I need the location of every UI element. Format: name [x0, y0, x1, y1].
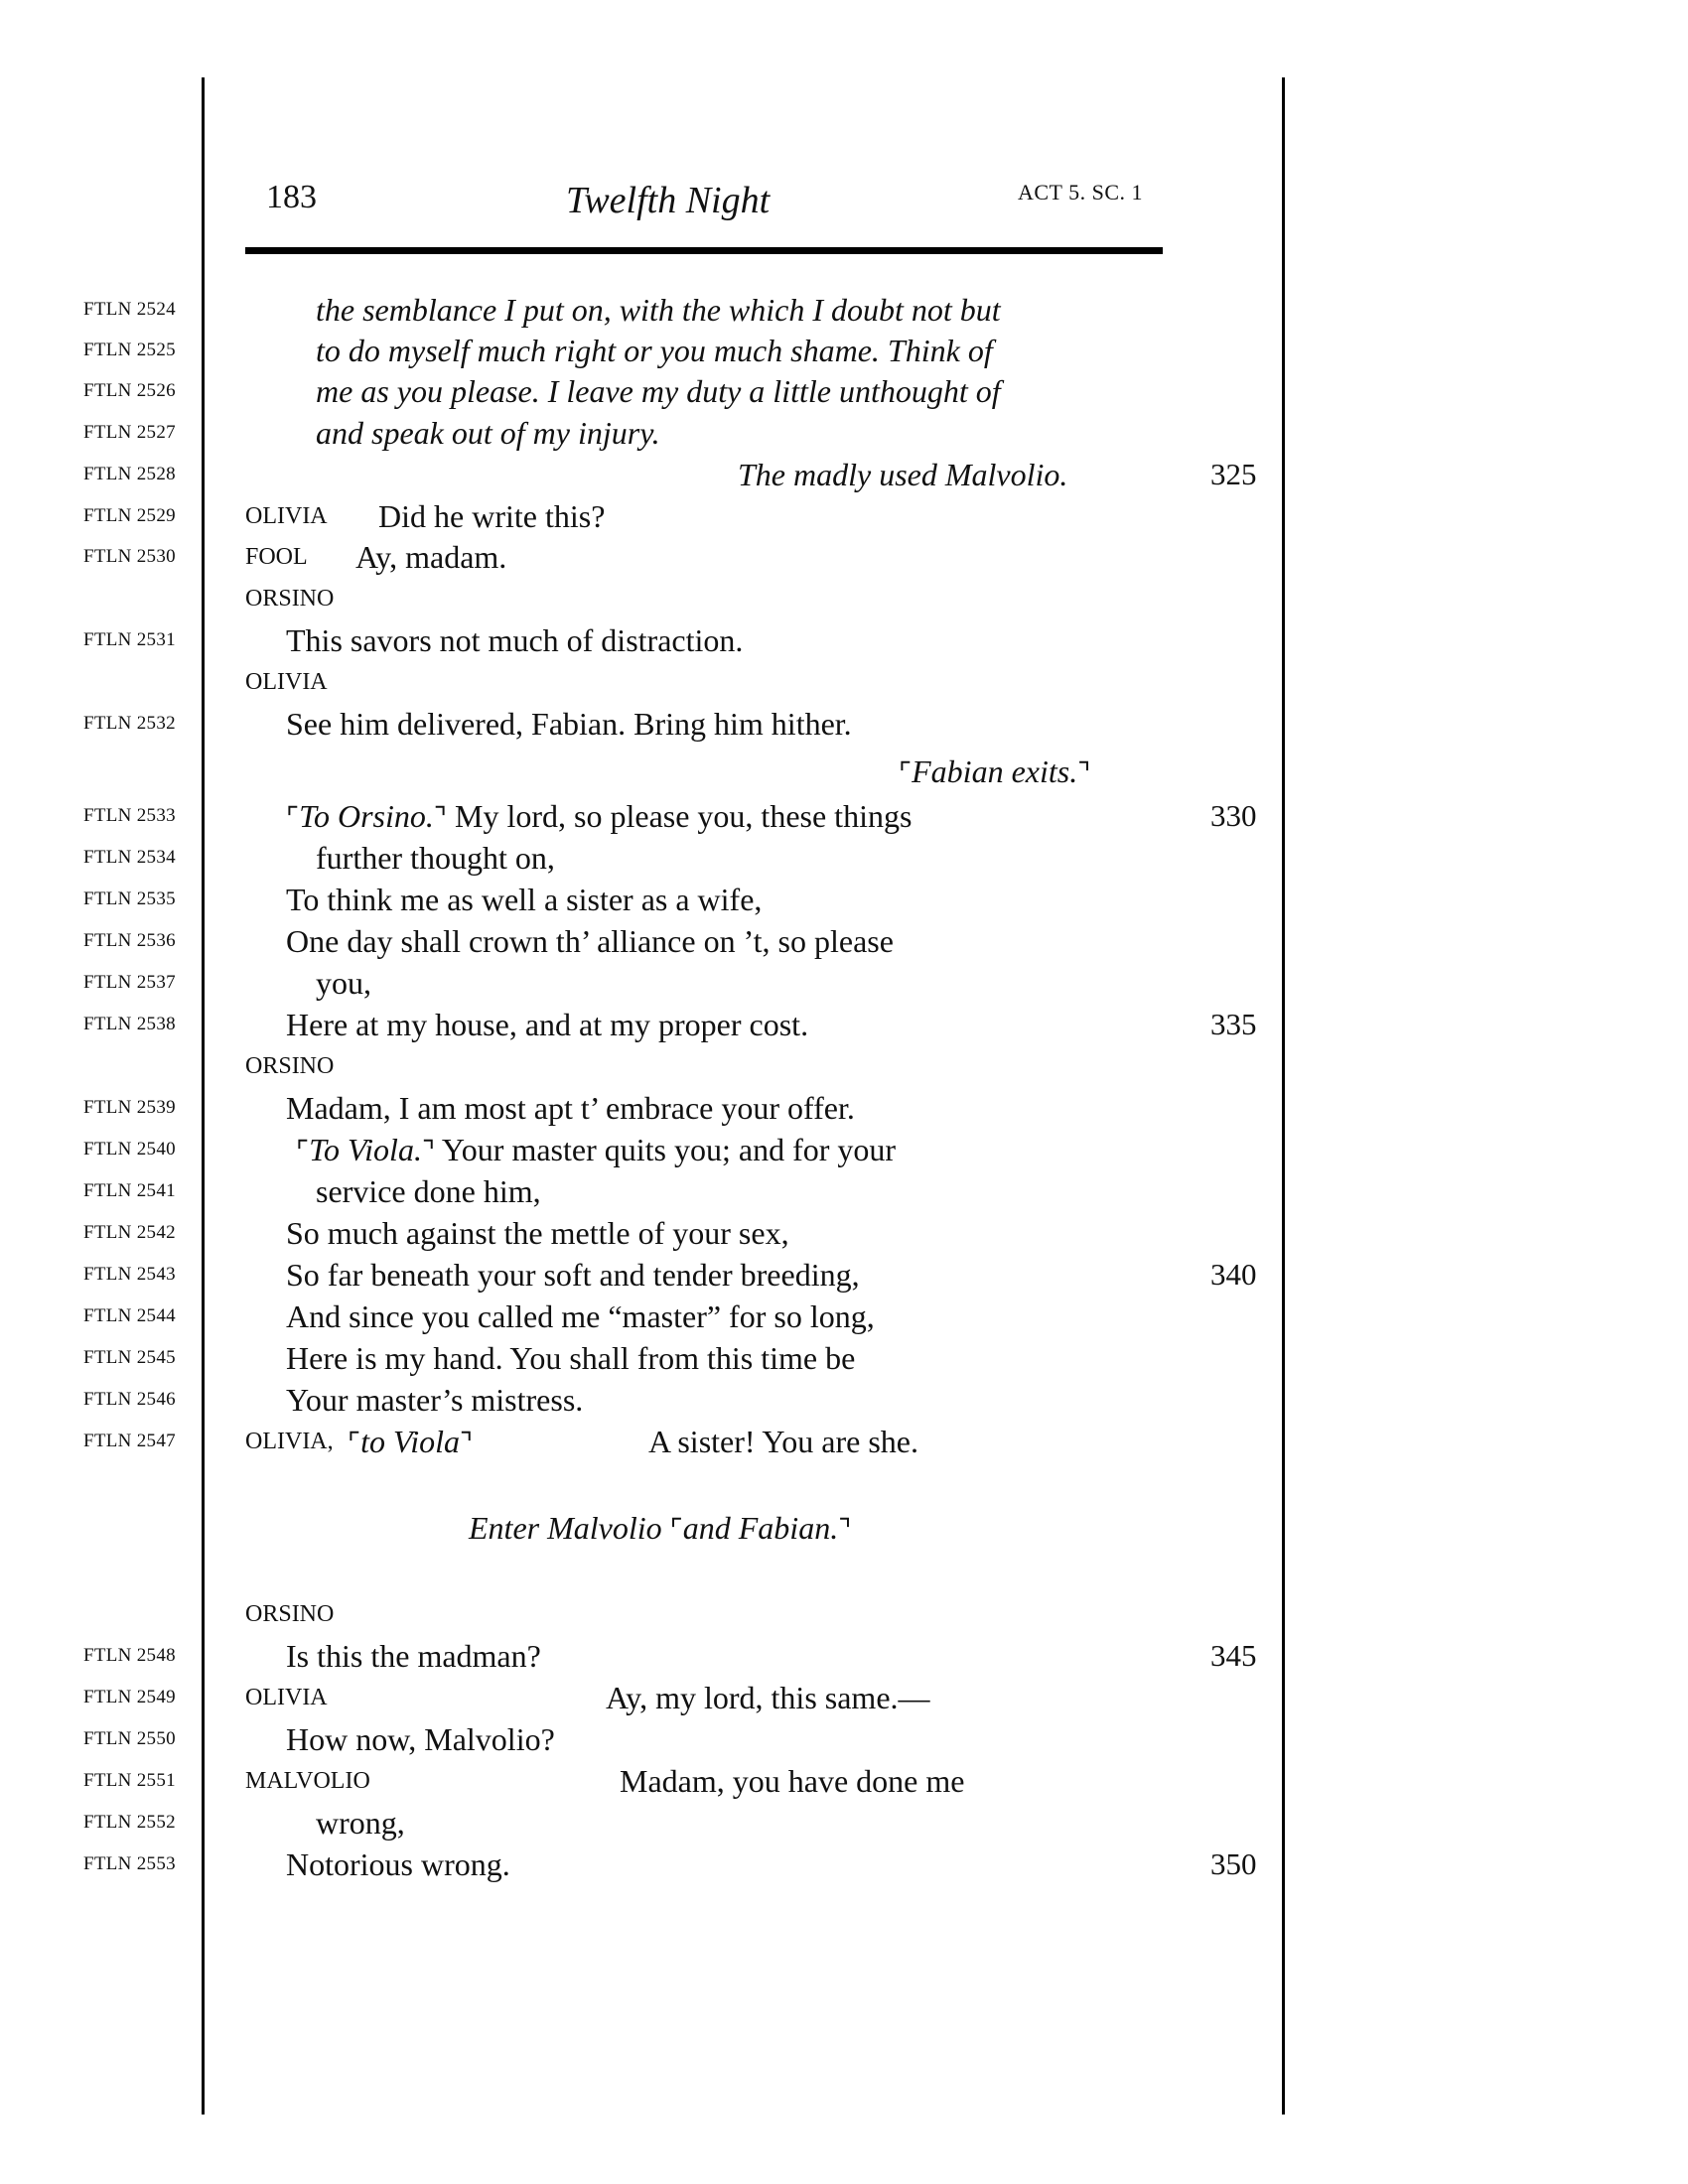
header-rule	[245, 247, 1163, 254]
speaker-line	[0, 661, 1688, 703]
bracket-close: ⌝	[421, 1137, 436, 1167]
text-line	[0, 1129, 1688, 1170]
letter-signature: The madly used Malvolio.	[738, 457, 1068, 492]
text-line	[0, 795, 1688, 837]
verse-text: Here at my house, and at my proper cost.	[286, 1007, 809, 1042]
speaker-line	[0, 1045, 1688, 1087]
ftln-label: FTLN 2551	[83, 1770, 176, 1791]
stage-direction	[469, 1507, 851, 1552]
ftln-label: FTLN 2547	[83, 1431, 176, 1451]
text-line	[0, 1087, 1688, 1129]
verse-text: service done him,	[316, 1173, 541, 1209]
speaker-direction	[348, 1421, 473, 1465]
text-line	[0, 1004, 1688, 1045]
verse-text: To think me as well a sister as a wife,	[286, 882, 763, 917]
text-line	[0, 837, 1688, 879]
verse-text: Is this the madman?	[286, 1638, 541, 1674]
text-line	[0, 920, 1688, 962]
text-line	[0, 1760, 1688, 1802]
verse-text: So far beneath your soft and tender breeding,	[286, 1257, 860, 1293]
stage-direction-line	[0, 751, 1688, 792]
text-line	[0, 536, 1688, 578]
letter-text: to do myself much right or you much shame. Think of	[316, 333, 993, 368]
text-line	[0, 1677, 1688, 1718]
entrance-direction: Enter Malvolio	[469, 1510, 662, 1546]
line-number: 340	[1210, 1257, 1257, 1292]
verse-text: Here is my hand. You shall from this time be	[286, 1340, 856, 1376]
inline-direction: To Viola.	[309, 1132, 422, 1167]
text-line	[0, 1635, 1688, 1677]
exit-direction: Fabian exits.	[912, 753, 1078, 789]
ftln-label: FTLN 2552	[83, 1812, 176, 1833]
verse-text: Notorious wrong.	[286, 1846, 510, 1882]
verse-words: My lord, so please you, these things	[447, 798, 913, 834]
verse-text: This savors not much of distraction.	[286, 622, 744, 658]
text-line	[0, 1254, 1688, 1296]
letter-text: the semblance I put on, with the which I doubt not but	[316, 292, 1001, 328]
verse-text: One day shall crown th’ alliance on ’t, so please	[286, 923, 894, 959]
speaker-name: OLIVIA,	[245, 1429, 334, 1454]
text-line	[0, 1212, 1688, 1254]
ftln-label: FTLN 2524	[83, 299, 176, 320]
line-number: 350	[1210, 1846, 1257, 1881]
inline-direction: To Orsino.	[299, 798, 434, 834]
act-scene-label: ACT 5. SC. 1	[1018, 180, 1144, 205]
stage-direction-line	[0, 1507, 1688, 1549]
ftln-label: FTLN 2535	[83, 888, 176, 909]
text-line	[0, 1421, 1688, 1462]
ftln-label: FTLN 2550	[83, 1728, 176, 1749]
text-line	[0, 289, 1688, 331]
stage-direction	[899, 751, 1090, 795]
speaker-name: ORSINO	[245, 1053, 335, 1079]
text-line	[0, 370, 1688, 412]
speaker-name: ORSINO	[245, 1601, 335, 1627]
ftln-label: FTLN 2525	[83, 340, 176, 360]
text-line	[0, 1296, 1688, 1337]
ftln-label: FTLN 2530	[83, 546, 176, 567]
ftln-label: FTLN 2526	[83, 380, 176, 401]
bracket-open: ⌜	[669, 1515, 683, 1546]
ftln-label: FTLN 2542	[83, 1222, 176, 1243]
page-number: 183	[266, 179, 317, 215]
ftln-label: FTLN 2543	[83, 1264, 176, 1285]
letter-text: and speak out of my injury.	[316, 415, 660, 451]
verse-text: Madam, you have done me	[620, 1763, 965, 1799]
ftln-label: FTLN 2546	[83, 1389, 176, 1410]
speaker-name: FOOL	[245, 544, 308, 570]
text-line	[0, 879, 1688, 920]
text-line	[0, 1337, 1688, 1379]
verse-text: Your master’s mistress.	[286, 1382, 584, 1418]
text-line	[0, 703, 1688, 745]
line-number: 345	[1210, 1638, 1257, 1673]
ftln-label: FTLN 2533	[83, 805, 176, 826]
verse-text: wrong,	[316, 1805, 405, 1841]
ftln-label: FTLN 2539	[83, 1097, 176, 1118]
ftln-label: FTLN 2538	[83, 1014, 176, 1034]
verse-text: you,	[316, 965, 371, 1001]
verse-words: Your master quits you; and for your	[435, 1132, 897, 1167]
text-line	[0, 495, 1688, 537]
speaker-line	[0, 1593, 1688, 1635]
speaker-name: OLIVIA	[245, 669, 328, 695]
ftln-label: FTLN 2529	[83, 505, 176, 526]
verse-text	[296, 1129, 896, 1173]
running-title: Twelfth Night	[566, 180, 771, 221]
bracket-open: ⌜	[286, 803, 300, 834]
text-line	[0, 1843, 1688, 1885]
bracket-open: ⌜	[348, 1429, 361, 1459]
speaker-name: MALVOLIO	[245, 1768, 370, 1794]
ftln-label: FTLN 2541	[83, 1180, 176, 1201]
letter-text: me as you please. I leave my duty a little unthought of	[316, 373, 1001, 409]
verse-text: A sister! You are she.	[648, 1424, 918, 1459]
ftln-label: FTLN 2537	[83, 972, 176, 993]
text-line	[0, 1718, 1688, 1760]
text-line	[0, 1802, 1688, 1843]
text-line	[0, 1170, 1688, 1212]
bracket-open: ⌜	[296, 1137, 310, 1167]
verse-text: And since you called me “master” for so long,	[286, 1298, 875, 1334]
entrance-direction-added: and Fabian.	[682, 1510, 839, 1546]
ftln-label: FTLN 2528	[83, 464, 176, 484]
bracket-close: ⌝	[433, 803, 448, 834]
ftln-label: FTLN 2548	[83, 1645, 176, 1666]
verse-text: So much against the mettle of your sex,	[286, 1215, 789, 1251]
text-line	[0, 412, 1688, 454]
text-line	[0, 330, 1688, 371]
verse-text: Madam, I am most apt t’ embrace your offer.	[286, 1090, 855, 1126]
text-line	[0, 619, 1688, 661]
verse-text	[286, 795, 912, 840]
ftln-label: FTLN 2544	[83, 1305, 176, 1326]
text-line	[0, 1379, 1688, 1421]
text-line	[0, 454, 1688, 495]
ftln-label: FTLN 2532	[83, 713, 176, 734]
ftln-label: FTLN 2540	[83, 1139, 176, 1160]
line-number: 335	[1210, 1007, 1257, 1041]
dialogue-text: Did he write this?	[378, 498, 606, 534]
verse-text: How now, Malvolio?	[286, 1721, 555, 1757]
dialogue-text: Ay, madam.	[355, 539, 507, 575]
verse-text: Ay, my lord, this same.—	[606, 1680, 930, 1715]
speaker-line	[0, 578, 1688, 619]
speaker-name: ORSINO	[245, 586, 335, 612]
text-line	[0, 962, 1688, 1004]
verse-text: further thought on,	[316, 840, 555, 876]
line-number: 330	[1210, 798, 1257, 833]
bracket-close: ⌝	[838, 1515, 852, 1546]
bracket-close: ⌝	[459, 1429, 474, 1459]
verse-text: See him delivered, Fabian. Bring him hither.	[286, 706, 852, 742]
ftln-label: FTLN 2553	[83, 1853, 176, 1874]
inline-direction: to Viola	[360, 1424, 460, 1459]
speaker-name: OLIVIA	[245, 1685, 328, 1710]
ftln-label: FTLN 2536	[83, 930, 176, 951]
speaker-name: OLIVIA	[245, 503, 328, 529]
ftln-label: FTLN 2531	[83, 629, 176, 650]
ftln-label: FTLN 2534	[83, 847, 176, 868]
ftln-label: FTLN 2545	[83, 1347, 176, 1368]
bracket-close: ⌝	[1077, 758, 1091, 789]
ftln-label: FTLN 2549	[83, 1687, 176, 1707]
bracket-open: ⌜	[899, 758, 913, 789]
ftln-label: FTLN 2527	[83, 422, 176, 443]
line-number: 325	[1210, 457, 1257, 491]
